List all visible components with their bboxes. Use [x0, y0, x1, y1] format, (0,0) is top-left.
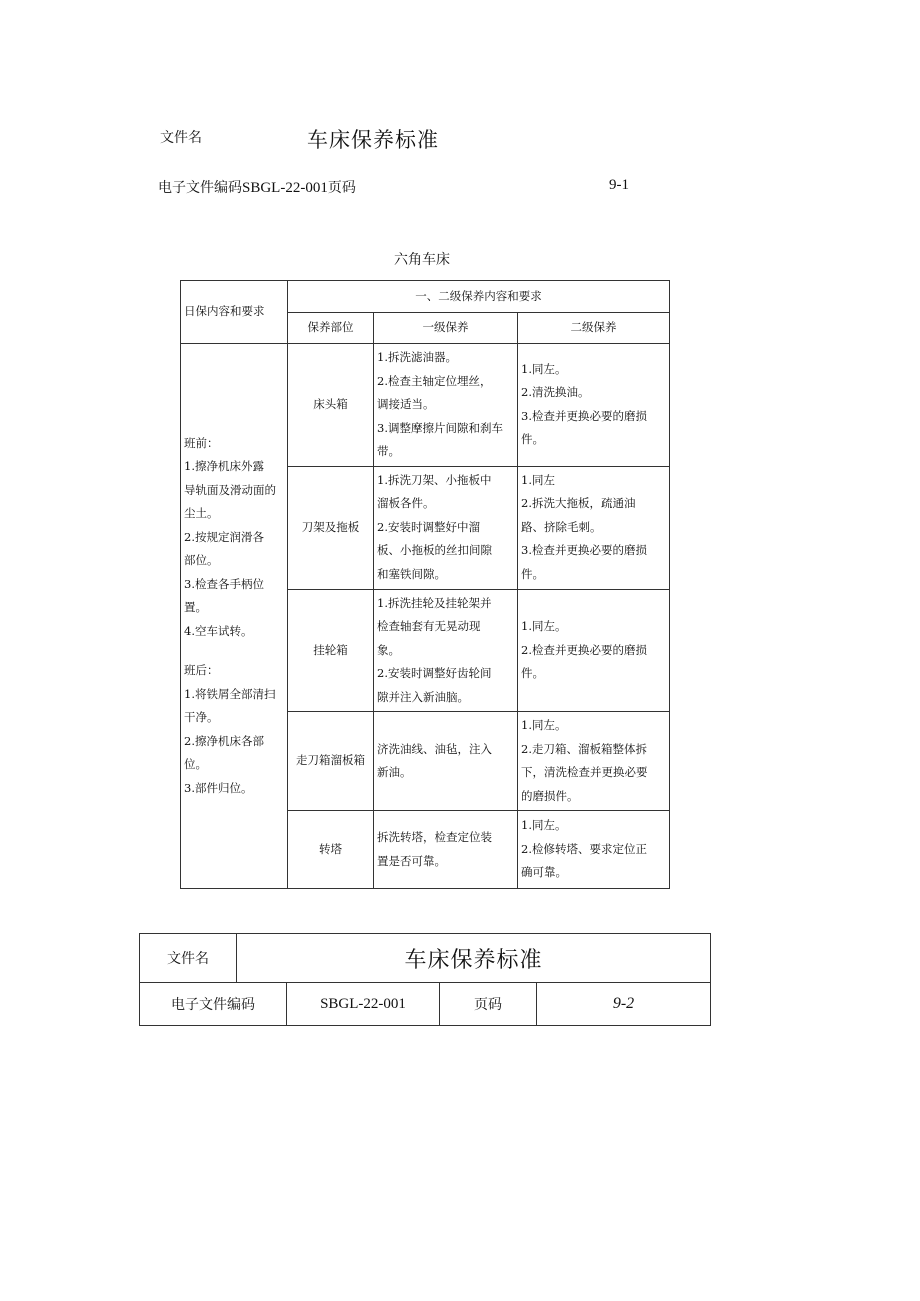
footer-table [139, 933, 711, 1026]
page-number: 9-1 [609, 177, 629, 193]
file-code-value: SBGL-22-001 [242, 180, 328, 196]
level1-line: 带。 [377, 444, 400, 458]
footer-code-value: SBGL-22-001 [320, 995, 406, 1012]
footer-page-number: 9-2 [612, 995, 635, 1012]
level2-line: 2.拆洗大拖板，疏通油 [521, 496, 636, 511]
part-name: 挂轮箱 [313, 642, 348, 657]
level2-line: 2.检查并更换必要的磨损 [521, 642, 647, 657]
level1-cell [374, 589, 518, 712]
part-cell [288, 589, 374, 712]
level1-line: 象。 [377, 642, 400, 657]
level1-line: 板、小拖板的丝扣间隙 [377, 543, 492, 558]
level2-line: 1.同左。 [521, 718, 567, 732]
daily-after-line: 干净。 [184, 710, 219, 725]
daily-header-cell [181, 281, 288, 344]
daily-after-line: 2.擦净机床各部 [184, 733, 264, 748]
level2-cell [518, 466, 670, 589]
daily-before-line: 4.空车试转。 [184, 623, 253, 638]
daily-after-line: 位。 [184, 757, 207, 772]
level1-line: 2.检查主轴定位埋丝， [377, 373, 492, 388]
level2-line: 1.同左。 [521, 619, 567, 633]
level2-line: 的磨损件。 [521, 788, 579, 803]
level1-line: 调接适当。 [377, 397, 435, 411]
part-cell [288, 344, 374, 467]
footer-page-label: 页码 [474, 997, 502, 1013]
footer-code-cell [287, 983, 440, 1026]
level2-line: 2.清洗换油。 [521, 385, 590, 400]
level2-line: 1.同左。 [521, 818, 567, 833]
footer-file-label: 文件名 [167, 951, 209, 967]
level2-line: 1.同左 [521, 472, 555, 487]
level1-cell [374, 466, 518, 589]
daily-before-line: 导轨面及滑动面的 [184, 482, 276, 497]
level1-line: 2.安装时调整好中溜 [377, 519, 480, 534]
daily-before-label: 班前： [184, 435, 219, 450]
footer-code-label-cell [140, 983, 287, 1026]
section-title: 六角车床 [394, 252, 450, 268]
level1-header-cell [374, 313, 518, 344]
level2-line: 3.检查并更换必要的磨损 [521, 543, 647, 558]
footer-file-label-cell [140, 934, 237, 983]
part-name: 转塔 [319, 841, 342, 856]
level1-line: 置是否可靠。 [377, 853, 446, 868]
level1-cell [374, 811, 518, 889]
level2-line: 件。 [521, 566, 544, 581]
level1-line: 2.安装时调整好齿轮间 [377, 666, 492, 680]
level2-header-label: 二级保养 [570, 320, 617, 335]
level2-cell [518, 344, 670, 467]
part-cell [288, 811, 374, 889]
part-name: 床头箱 [313, 397, 348, 411]
daily-content-cell [181, 344, 288, 889]
daily-after-line: 1.将铁屑全部清扫 [184, 686, 276, 701]
level2-line: 2.走刀箱、溜板箱整体拆 [521, 741, 647, 756]
level1-line: 和塞铁间隙。 [377, 566, 446, 581]
daily-gap [184, 643, 285, 659]
level1-line: 隙并注入新油脑。 [377, 689, 469, 704]
part-name: 刀架及拖板 [301, 519, 360, 534]
daily-after-line: 3.部件归位。 [184, 780, 253, 795]
daily-before-line: 1.擦净机床外露 [184, 459, 264, 474]
daily-header-label: 日保内容和要求 [184, 304, 265, 319]
level1-line: 检查轴套有无晃动现 [377, 619, 481, 633]
level1-line: 3.调整摩擦片间隙和刹车 [377, 420, 503, 435]
part-cell [288, 466, 374, 589]
level2-line: 2.检修转塔、要求定位正 [521, 841, 647, 856]
level1-line: 拆洗转塔，检查定位装 [377, 830, 492, 844]
part-header-cell [288, 313, 374, 344]
part-header-label: 保养部位 [307, 320, 354, 335]
level2-line: 3.检查并更换必要的磨损 [521, 408, 647, 423]
file-code-label: 电子文件编码 [158, 180, 242, 196]
level2-line: 下，清洗检查并更换必要 [521, 765, 648, 779]
footer-title-cell [237, 934, 711, 983]
level2-cell [518, 712, 670, 811]
level1-line: 1.拆洗挂轮及挂轮架并 [377, 595, 492, 610]
maintenance-table [180, 280, 670, 889]
daily-before-line: 部位。 [184, 553, 219, 568]
table-row [181, 344, 670, 467]
level2-cell [518, 589, 670, 712]
level1-cell [374, 712, 518, 811]
level1-line: 溜板各件。 [377, 496, 435, 511]
footer-page-label-cell [440, 983, 537, 1026]
level2-cell [518, 811, 670, 889]
level-group-header-cell [288, 281, 670, 313]
footer-title: 车床保养标准 [404, 947, 543, 973]
daily-before-line: 2.按规定润滑各 [184, 529, 264, 544]
daily-after-label: 班后： [184, 663, 219, 678]
level1-line: 1.拆洗滤油器。 [377, 350, 457, 364]
daily-before-line: 尘土。 [184, 506, 219, 521]
level1-line: 1.拆洗刀架、小拖板中 [377, 472, 492, 487]
level2-line: 确可靠。 [521, 865, 567, 880]
daily-before-line: 3.检查各手柄位 [184, 576, 264, 591]
daily-before-line: 置。 [184, 600, 207, 615]
page-label: 页码 [327, 180, 356, 196]
level2-line: 件。 [521, 666, 544, 680]
part-name: 走刀箱溜板箱 [296, 753, 365, 768]
level2-line: 路、挤除毛刺。 [521, 519, 602, 534]
level1-line: 新油。 [377, 765, 412, 779]
level1-line: 济洗油线、油毡，注入 [377, 741, 492, 756]
level1-header-label: 一级保养 [422, 320, 469, 335]
file-name-label: 文件名 [160, 130, 202, 146]
level-group-header-label: 一、二级保养内容和要求 [415, 288, 542, 303]
level1-cell [374, 344, 518, 467]
level2-line: 1.同左。 [521, 361, 567, 376]
level2-header-cell [518, 313, 670, 344]
footer-code-label: 电子文件编码 [171, 997, 255, 1013]
footer-page-cell [537, 983, 711, 1026]
document-title: 车床保养标准 [307, 128, 439, 152]
level2-line: 件。 [521, 432, 544, 447]
file-code-line [158, 177, 356, 197]
part-cell [288, 712, 374, 811]
